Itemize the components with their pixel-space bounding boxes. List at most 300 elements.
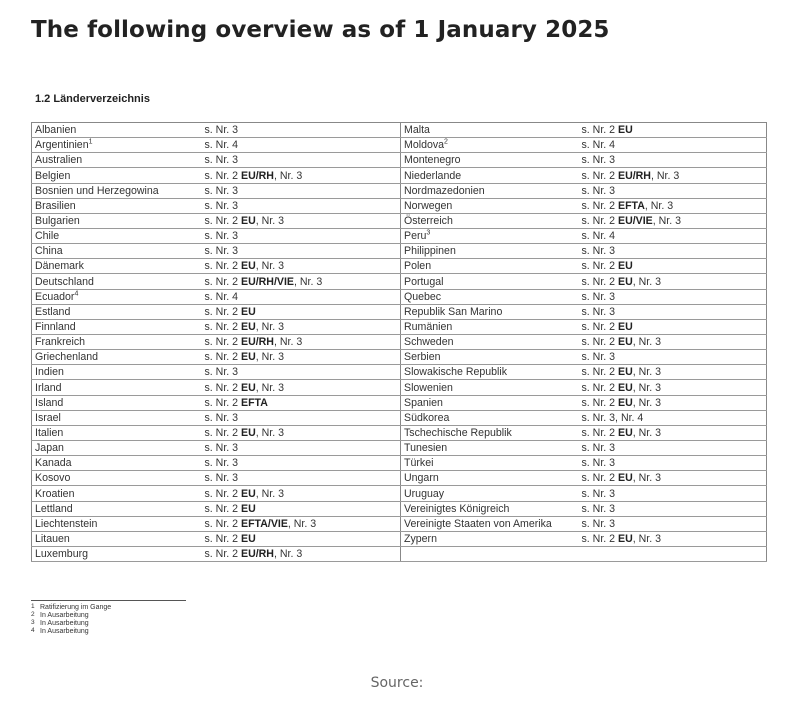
country-name: Belgien [35,169,71,182]
reference-suffix: , Nr. 3 [255,381,284,394]
country-name: Türkei [404,457,434,470]
country-name-cell [32,350,202,365]
table-row [32,516,767,531]
country-name-cell [32,198,202,213]
reference-text: s. Nr. 2 [581,214,618,227]
reference-text: s. Nr. 3, Nr. 4 [581,411,644,424]
agreement-code: EU/VIE [618,214,653,227]
country-name-cell [401,304,579,319]
reference-suffix: , Nr. 3 [644,199,674,212]
reference-suffix: , Nr. 3 [255,320,284,333]
reference-text: s. Nr. 3 [581,442,616,455]
reference-cell [202,486,401,501]
footnote-number: 4 [31,627,35,634]
country-name-cell [32,471,202,486]
country-name-cell [32,334,202,349]
reference-cell [202,334,401,349]
reference-cell [579,304,767,319]
agreement-code: EFTA [618,199,645,212]
country-name-cell [401,289,579,304]
agreement-code: EU/RH/VIE [241,275,294,288]
country-name-cell [401,395,579,410]
country-name: Liechtenstein [35,517,98,530]
reference-text: s. Nr. 3 [581,305,616,318]
footnote-number: 3 [31,619,35,626]
reference-cell [579,425,767,440]
country-name-cell [32,410,202,425]
table-row [32,410,767,425]
country-name: China [35,245,63,258]
agreement-code: EU [241,487,256,500]
reference-text: s. Nr. 3 [581,154,616,167]
reference-text: s. Nr. 4 [581,139,616,152]
country-name-cell [401,516,579,531]
agreement-code: EU [241,381,256,394]
reference-text: s. Nr. 2 [581,124,618,137]
reference-text: s. Nr. 3 [204,366,239,379]
country-name: Vereinigte Staaten von Amerika [404,517,552,530]
footnote-marker: 2 [444,138,448,146]
reference-cell [579,153,767,168]
country-name: Indien [35,366,64,379]
reference-text: s. Nr. 2 [204,502,241,515]
footnote [31,620,186,628]
country-name-cell [401,228,579,243]
reference-cell [202,456,401,471]
agreement-code: EU [618,275,633,288]
country-name-cell [401,168,579,183]
country-name-cell [32,228,202,243]
reference-cell [202,425,401,440]
table-row [32,274,767,289]
table-row [32,486,767,501]
country-name-cell [401,274,579,289]
reference-suffix: , Nr. 3 [632,426,661,439]
agreement-code: EU/RH [618,169,651,182]
reference-suffix: , Nr. 3 [632,472,661,485]
reference-text: s. Nr. 3 [204,457,239,470]
table-row [32,471,767,486]
reference-cell [202,304,401,319]
country-name: Slowakische Republik [404,366,508,379]
footnote [31,628,186,636]
reference-text: s. Nr. 2 [204,487,241,500]
country-name: Philippinen [404,245,456,258]
table-row [32,183,767,198]
country-name: Irland [35,381,62,394]
country-name-cell [401,486,579,501]
reference-cell [579,274,767,289]
reference-text: s. Nr. 2 [581,320,618,333]
country-name-cell [401,365,579,380]
footnote [31,612,186,620]
table-row [32,198,767,213]
reference-cell [202,350,401,365]
reference-text: s. Nr. 2 [204,169,241,182]
reference-text: s. Nr. 2 [581,532,618,545]
reference-cell [202,274,401,289]
country-name-cell [32,259,202,274]
country-name-cell [32,123,202,138]
agreement-code: EU [241,502,256,515]
agreement-code: EU [618,381,633,394]
reference-text: s. Nr. 2 [204,396,241,409]
country-name-cell [32,395,202,410]
reference-text: s. Nr. 2 [204,381,241,394]
agreement-code: EU [618,320,633,333]
reference-text: s. Nr. 2 [581,381,618,394]
reference-suffix: , Nr. 3 [255,351,284,364]
table-row [32,456,767,471]
country-name-cell [401,259,579,274]
country-name: Niederlande [404,169,462,182]
table-row [32,168,767,183]
table-row [32,153,767,168]
table-row [32,440,767,455]
reference-suffix: , Nr. 3 [632,381,661,394]
reference-cell [202,531,401,546]
agreement-code: EU [618,366,633,379]
reference-suffix: , Nr. 3 [632,532,661,545]
country-name: Quebec [404,290,442,303]
country-name-cell [32,425,202,440]
reference-text: s. Nr. 2 [204,548,241,561]
table-row [32,138,767,153]
agreement-code: EU [241,260,256,273]
country-name-cell [401,440,579,455]
country-name: Nordmazedonien [404,184,485,197]
country-name: Albanien [35,124,77,137]
reference-cell [202,395,401,410]
reference-cell [579,123,767,138]
country-name: Tunesien [404,442,448,455]
agreement-code: EU [618,260,633,273]
country-name: Ecuador [35,290,75,303]
reference-text: s. Nr. 3 [204,245,239,258]
country-name-cell [401,319,579,334]
reference-text: s. Nr. 2 [204,260,241,273]
reference-cell [579,395,767,410]
reference-cell [202,123,401,138]
reference-text: s. Nr. 2 [204,336,241,349]
country-name: Israel [35,411,61,424]
reference-text: s. Nr. 4 [581,230,616,243]
reference-text: s. Nr. 2 [581,169,618,182]
table-row [32,350,767,365]
reference-text: s. Nr. 2 [204,214,241,227]
reference-cell [579,546,767,561]
country-name-cell [401,410,579,425]
footnote-text: Ratifizierung im Gange [40,604,112,611]
reference-cell [579,168,767,183]
footnote [31,604,186,612]
reference-cell [202,501,401,516]
reference-suffix: , Nr. 3 [632,366,661,379]
reference-suffix: , Nr. 3 [255,426,284,439]
document-image [31,92,767,562]
country-name: Italien [35,426,64,439]
table-row [32,319,767,334]
country-name: Peru [404,230,427,243]
table-row [32,123,767,138]
reference-cell [579,138,767,153]
footnotes [31,600,186,636]
agreement-code: EU/RH [241,169,274,182]
country-name-cell [32,486,202,501]
country-name: Australien [35,154,83,167]
reference-text: s. Nr. 2 [581,336,618,349]
reference-cell [202,213,401,228]
country-name: Frankreich [35,336,86,349]
table-row [32,289,767,304]
reference-cell [202,516,401,531]
country-table [31,122,767,562]
footnote-text: In Ausarbeitung [40,612,89,619]
reference-cell [579,213,767,228]
reference-cell [202,138,401,153]
country-name-cell [401,546,579,561]
reference-cell [579,319,767,334]
reference-cell [579,501,767,516]
agreement-code: EU [618,124,633,137]
table-row [32,395,767,410]
agreement-code: EU [241,305,256,318]
reference-text: s. Nr. 2 [581,260,618,273]
reference-suffix: , Nr. 3 [632,336,661,349]
reference-cell [579,198,767,213]
reference-text: s. Nr. 2 [581,396,618,409]
country-name-cell [401,456,579,471]
reference-text: s. Nr. 2 [204,320,241,333]
reference-text: s. Nr. 3 [581,517,616,530]
table-row [32,334,767,349]
country-name: Zypern [404,532,437,545]
agreement-code: EU [618,426,633,439]
reference-cell [202,546,401,561]
reference-text: s. Nr. 3 [581,184,616,197]
reference-cell [202,380,401,395]
footnote-text: In Ausarbeitung [40,628,89,635]
agreement-code: EFTA [241,396,268,409]
country-name: Ungarn [404,472,439,485]
reference-suffix: , Nr. 3 [287,517,317,530]
agreement-code: EU [618,336,633,349]
country-name: Norwegen [404,199,453,212]
reference-cell [579,183,767,198]
table-row [32,213,767,228]
reference-text: s. Nr. 2 [204,275,241,288]
reference-text: s. Nr. 2 [581,366,618,379]
reference-suffix: , Nr. 3 [632,396,661,409]
footnote-marker: 4 [74,290,79,298]
reference-text: s. Nr. 3 [204,230,239,243]
footnote-number: 1 [31,603,35,610]
country-name: Uruguay [404,487,445,500]
table-row [32,546,767,561]
country-name-cell [32,244,202,259]
country-name-cell [32,138,202,153]
reference-cell [202,168,401,183]
reference-suffix: , Nr. 3 [255,214,284,227]
reference-cell [579,516,767,531]
country-name-cell [401,380,579,395]
reference-suffix: , Nr. 3 [652,214,682,227]
country-name-cell [401,471,579,486]
reference-text: s. Nr. 3 [581,351,616,364]
country-name-cell [401,153,579,168]
reference-cell [202,244,401,259]
reference-text: s. Nr. 4 [204,290,239,303]
country-name: Tschechische Republik [404,426,512,439]
reference-cell [579,244,767,259]
country-name-cell [32,153,202,168]
country-name-cell [401,198,579,213]
country-name-cell [32,380,202,395]
country-name: Estland [35,305,71,318]
reference-suffix: , Nr. 3 [273,548,303,561]
table-row [32,531,767,546]
reference-cell [579,289,767,304]
country-name: Kanada [35,457,72,470]
table-row [32,425,767,440]
country-name-cell [32,365,202,380]
country-name-cell [401,350,579,365]
country-name: Luxemburg [35,548,88,561]
reference-cell [202,410,401,425]
reference-cell [202,440,401,455]
country-name: Griechenland [35,351,99,364]
reference-cell [202,153,401,168]
reference-text: s. Nr. 2 [204,305,241,318]
country-name-cell [32,531,202,546]
footnote-marker: 1 [88,138,93,146]
country-name: Kosovo [35,472,71,485]
footnote-list [31,604,186,636]
reference-cell [202,365,401,380]
agreement-code: EU [618,472,633,485]
country-name: Deutschland [35,275,94,288]
reference-suffix: , Nr. 3 [273,336,303,349]
country-name-cell [32,516,202,531]
reference-text: s. Nr. 3 [204,472,239,485]
country-name: Serbien [404,351,441,364]
country-name-cell [401,183,579,198]
reference-cell [202,319,401,334]
reference-text: s. Nr. 2 [204,532,241,545]
country-name-cell [401,334,579,349]
reference-text: s. Nr. 4 [204,139,239,152]
table-row [32,501,767,516]
country-name: Malta [404,124,430,137]
country-name: Schweden [404,336,454,349]
country-name: Japan [35,442,64,455]
agreement-code: EFTA/VIE [241,517,288,530]
footnote-marker: 3 [426,229,431,237]
country-name: Rumänien [404,320,453,333]
agreement-code: EU [241,351,256,364]
country-name: Österreich [404,214,453,227]
country-name: Slowenien [404,381,453,394]
country-name: Vereinigtes Königreich [404,502,510,515]
reference-suffix: , Nr. 3 [650,169,680,182]
agreement-code: EU [618,532,633,545]
country-name-cell [401,138,579,153]
country-name-cell [32,183,202,198]
reference-text: s. Nr. 3 [581,487,616,500]
country-name-cell [32,501,202,516]
country-name: Montenegro [404,154,461,167]
agreement-code: EU [241,532,256,545]
reference-text: s. Nr. 3 [204,442,239,455]
reference-cell [579,410,767,425]
reference-text: s. Nr. 3 [581,457,616,470]
reference-text: s. Nr. 3 [204,154,239,167]
reference-text: s. Nr. 2 [204,351,241,364]
section-title: 1.2 Länderverzeichnis [35,93,150,105]
country-name-cell [32,319,202,334]
reference-cell [202,198,401,213]
reference-text: s. Nr. 3 [581,245,616,258]
reference-cell [202,471,401,486]
country-name: Chile [35,230,60,243]
reference-text: s. Nr. 3 [581,290,616,303]
table-row [32,259,767,274]
reference-suffix: , Nr. 3 [293,275,323,288]
country-name-cell [401,244,579,259]
reference-cell [202,259,401,274]
table-row [32,380,767,395]
footnote-text: In Ausarbeitung [40,620,89,627]
country-name: Bosnien und Herzegowina [35,184,159,197]
country-name: Moldova [404,139,445,152]
country-table-body [32,123,767,562]
country-name-cell [32,213,202,228]
reference-suffix: , Nr. 3 [273,169,303,182]
country-name: Dänemark [35,260,84,273]
reference-text: s. Nr. 3 [204,184,239,197]
reference-cell [579,365,767,380]
table-row [32,228,767,243]
reference-text: s. Nr. 2 [581,472,618,485]
country-name-cell [32,546,202,561]
reference-text: s. Nr. 2 [581,275,618,288]
reference-text: s. Nr. 2 [581,426,618,439]
country-name: Litauen [35,532,70,545]
country-name-cell [401,213,579,228]
country-name: Argentinien [35,139,89,152]
country-name-cell [32,440,202,455]
country-name: Finnland [35,320,76,333]
agreement-code: EU [241,320,256,333]
table-row [32,304,767,319]
country-name: Bulgarien [35,214,80,227]
source-caption: Source: [370,675,424,691]
reference-cell [579,456,767,471]
page-headline: The following overview as of 1 January 2025 [31,17,610,43]
reference-suffix: , Nr. 3 [255,260,284,273]
reference-cell [579,440,767,455]
reference-cell [579,531,767,546]
country-name-cell [401,425,579,440]
footnote-number: 2 [31,611,35,618]
reference-cell [579,259,767,274]
reference-suffix: , Nr. 3 [632,275,661,288]
reference-text: s. Nr. 2 [204,426,241,439]
country-name-cell [401,123,579,138]
country-name: Republik San Marino [404,305,503,318]
reference-cell [202,289,401,304]
agreement-code: EU [618,396,633,409]
